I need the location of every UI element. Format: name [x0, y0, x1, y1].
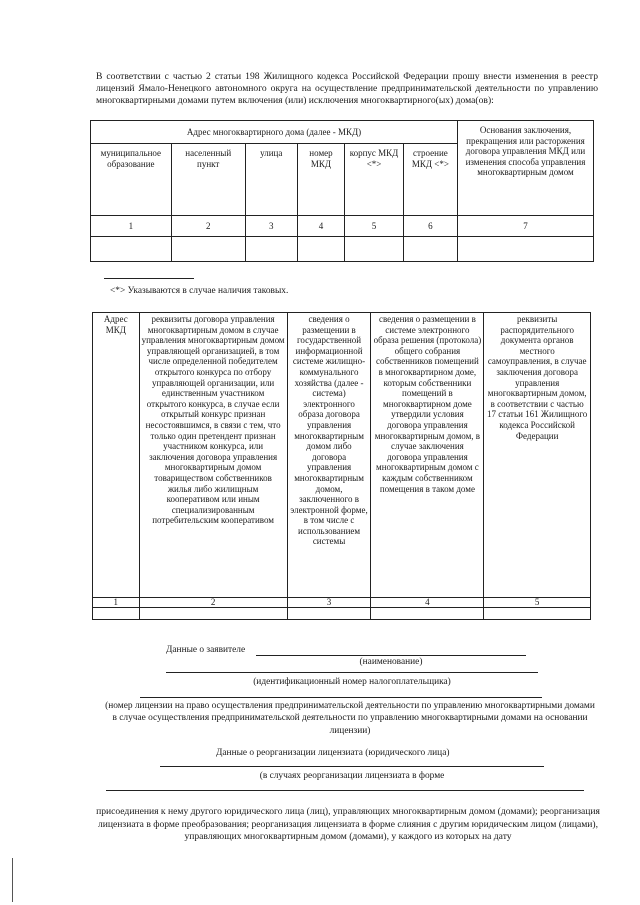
empty-cell	[93, 608, 140, 620]
col-municipality: муниципальное образование	[91, 144, 172, 216]
num-cell: 1	[91, 216, 172, 237]
col-protocol-info: сведения о размещении в системе электронного образа решения (протокола) общего собрания собственников помещений в многоквартирном доме, которым собственники помещений в многоквартирном доме утвердили условия договора управления многоквартирным домом, в случае заключения договора управления многоквартирным домом с каждым собственником помещения в таком доме	[371, 313, 484, 598]
inn-line	[166, 672, 538, 673]
num-cell: 4	[371, 598, 484, 608]
footnote-separator	[104, 278, 194, 279]
col-building: корпус МКД <*>	[345, 144, 404, 216]
empty-cell	[403, 237, 457, 262]
applicant-name-caption: (наименование)	[359, 657, 423, 667]
num-cell: 3	[287, 598, 371, 608]
reorg-caption: (в случаях реорганизации лицензиата в форме	[259, 771, 445, 781]
empty-cell	[171, 237, 245, 262]
col-structure: строение МКД <*>	[403, 144, 457, 216]
scan-margin-mark	[12, 858, 13, 902]
empty-cell	[484, 608, 591, 620]
col-street: улица	[245, 144, 297, 216]
reorg-line-2	[106, 790, 584, 791]
contracts-table	[92, 312, 591, 620]
empty-cell	[297, 237, 345, 262]
reorg-text: присоединения к нему другого юридического лица (лиц), управляющих многоквартирным домом (домами); реорганизация лицензиата в форме преобразования; реорганизация лицензиата в форме слияния с другим юридическим лицом (лицами), управляющих многоквартирным домом (домами), у каждого из которых на дату	[96, 806, 600, 842]
reason-header: Основания заключения, прекращения или расторжения договора управления МКД или изменения способа управления многоквартирным домом	[457, 121, 593, 216]
empty-cell	[91, 237, 172, 262]
empty-cell	[287, 608, 371, 620]
houses-table	[90, 120, 594, 262]
num-cell: 5	[345, 216, 404, 237]
col-municipal-document: реквизиты распорядительного документа органов местного самоуправления, в случае заключения договора управления многоквартирным домом, в соответствии с частью 17 статьи 161 Жилищного кодекса Российской Федерации	[484, 313, 591, 598]
empty-cell	[245, 237, 297, 262]
col-house-number: номер МКД	[297, 144, 345, 216]
footnote: <*> Указываются в случае наличия таковых.	[110, 286, 289, 296]
intro-paragraph: В соответствии с частью 2 статьи 198 Жилищного кодекса Российской Федерации прошу внести изменения в реестр лицензий Ямало-Ненецкого автономного округа на осуществление предпринимательской деятельности по управлению многоквартирными домами путем включения (или) исключения многоквартирного(ых) дома(ов):	[96, 71, 598, 106]
num-cell: 2	[171, 216, 245, 237]
num-cell: 3	[245, 216, 297, 237]
col-contract-details: реквизиты договора управления многоквартирным домом в случае управления многоквартирным домом управляющей организацией, в том числе определенной победителем открытого конкурса по отбору управляющей организации, или единственным участником открытого конкурса, в случае если открытый конкурс признан несостоявшимся, в связи с тем, что только один претендент признан участником конкурса, или заключения договора управления многоквартирным домом товариществом собственников жилья либо жилищным кооперативом или иным специализированным потребительским кооперативом	[139, 313, 287, 598]
inn-caption: (идентификационный номер налогоплательщика)	[253, 677, 451, 687]
col-address: Адрес МКД	[93, 313, 140, 598]
col-gis-info: сведения о размещении в государственной информационной системе жилищно-коммунального хозяйства (далее - система) электронного образа договора управления многоквартирным домом либо договора управления многоквартирным домом, заключенного в электронной форме, в том числе с использованием системы	[287, 313, 371, 598]
applicant-label: Данные о заявителе	[166, 645, 246, 655]
num-cell: 7	[457, 216, 593, 237]
col-settlement: населенный пункт	[171, 144, 245, 216]
num-cell: 5	[484, 598, 591, 608]
num-cell: 4	[297, 216, 345, 237]
num-cell: 1	[93, 598, 140, 608]
num-cell: 6	[403, 216, 457, 237]
num-cell: 2	[139, 598, 287, 608]
empty-cell	[345, 237, 404, 262]
empty-cell	[457, 237, 593, 262]
reorg-label: Данные о реорганизации лицензиата (юридического лица)	[216, 748, 450, 758]
address-header: Адрес многоквартирного дома (далее - МКД)	[91, 121, 458, 144]
empty-cell	[371, 608, 484, 620]
empty-cell	[139, 608, 287, 620]
reorg-line	[160, 766, 544, 767]
license-line	[140, 697, 542, 698]
license-caption: (номер лицензии на право осуществления предпринимательской деятельности по управлению многоквартирными домами в случае осуществления предпринимательской деятельности по управлению многоквартирными домами на основании лицензии)	[105, 701, 595, 736]
